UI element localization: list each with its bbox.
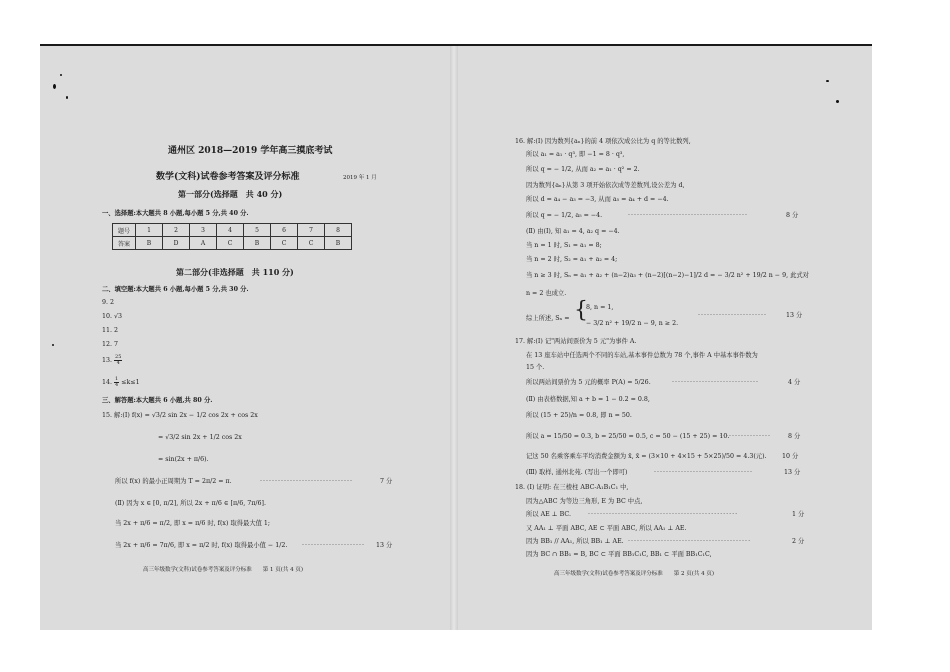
table-cell: B [244, 237, 271, 250]
fill-answer-10: 10. √3 [102, 313, 123, 320]
fraction: $\frac{25}{4}$ [115, 354, 122, 366]
page-gutter [450, 46, 458, 630]
table-cell: C [271, 237, 298, 250]
fill-answer-9: 9. 2 [102, 299, 115, 306]
table-row [113, 224, 352, 237]
section1-heading: 一、选择题:本大题共 8 小题,每小题 5 分,共 40 分. [102, 210, 249, 217]
table-cell: 2 [163, 224, 190, 237]
answer-page-1 [40, 46, 450, 630]
q18-line: 又 AA₁ ⊥ 平面 ABC, AE ⊂ 平面 ABC, 所以 AA₁ ⊥ AE. [526, 525, 687, 532]
q17-line: 15 个. [526, 364, 545, 371]
part2-heading: 第二部分(非选择题 共 110 分) [176, 267, 294, 277]
table-cell: B [325, 237, 352, 250]
exam-title: 通州区 2018—2019 学年高三摸底考试 [168, 146, 333, 156]
fill-answer-14-label: 14. [102, 379, 113, 386]
table-cell: A [190, 237, 217, 250]
fill-answer-11: 11. 2 [102, 327, 119, 334]
fill-answer-14 [102, 377, 140, 388]
score-mark: 13 分 [786, 312, 803, 319]
q17-line: 所以 (15 + 25)/n = 0.8, 即 n = 50. [526, 412, 632, 419]
q16-line: 因为数列{aₙ}从第 3 项开始依次成等差数列,设公差为 d, [526, 182, 685, 189]
answer-table [112, 223, 352, 250]
q15-line: 当 2x + π/6 = π/2, 即 x = π/6 时, f(x) 取得最大值 1; [115, 520, 271, 527]
case-brace: { [574, 298, 588, 323]
score-mark: 13 分 [376, 542, 393, 549]
q16-line: 当 n = 2 时, S₂ = a₁ + a₂ = 4; [526, 256, 618, 263]
q15-line: 所以 f(x) 的最小正周期为 T = 2π/2 = π. [115, 478, 232, 485]
q15-line: 15. 解:(Ⅰ) f(x) = √3/2 sin 2x − 1/2 cos 2x + cos 2x [102, 412, 258, 419]
score-mark: 2 分 [792, 538, 805, 545]
score-leader: ········································ [628, 212, 749, 219]
score-leader: ····················· [302, 542, 366, 549]
q17-line: 所以两站间票价为 5 元的概率 P(A) = 5/26. [526, 379, 651, 386]
q16-line: 所以 a₁ = a₁ · q³, 即 −1 = 8 · q³, [526, 151, 625, 158]
table-row [113, 237, 352, 250]
q18-line: 因为 BC ∩ BB₁ = B, BC ⊂ 平面 BB₁C₁C, BB₁ ⊂ 平面 BB₁C₁C, [526, 551, 712, 558]
part1-heading: 第一部分(选择题 共 40 分) [178, 189, 283, 199]
section2-heading: 二、填空题:本大题共 6 小题,每小题 5 分,共 30 分. [102, 286, 249, 293]
q16-line: n = 2 也成立. [526, 290, 567, 297]
score-leader: ····························· [672, 379, 760, 386]
table-cell: 8 [325, 224, 352, 237]
q16-line: (Ⅱ) 由(Ⅰ), 知 a₁ = 4, a₂ q = −4. [526, 228, 620, 235]
table-cell: D [163, 237, 190, 250]
q16-line: 16. 解:(Ⅰ) 因为数列{aₙ}的前 4 项依次成公比为 q 的等比数列, [515, 138, 691, 145]
page-footer: 高三年级数学(文科)试卷参考答案及评分标准 第 1 页(共 4 页) [143, 567, 304, 573]
score-mark: 8 分 [788, 433, 801, 440]
score-mark: 4 分 [788, 379, 801, 386]
q16-case: 8, n = 1, [586, 304, 614, 311]
q18-line: 因为 BB₁ // AA₁, 所以 BB₁ ⊥ AE. [526, 538, 624, 545]
score-mark: 10 分 [782, 453, 799, 460]
q17-line: (Ⅱ) 由表格数据,知 a + b = 1 − 0.2 = 0.8, [526, 396, 650, 403]
table-cell: 6 [271, 224, 298, 237]
q18-line: 因为△ABC 为等边三角形, E 为 BC 中点, [526, 498, 643, 505]
q16-line: 当 n ≥ 3 时, Sₙ = a₁ + a₂ + (n−2)a₃ + (n−2)[(n−2)−1]/2 d = − 3/2 n² + 19/2 n − 9, 此式对 [526, 272, 809, 279]
q17-line: 在 13 座车站中任选两个不同的车站,基本事件总数为 78 个,事件 A 中基本事件数为 [526, 352, 758, 359]
score-leader: ················· [720, 433, 772, 440]
table-cell: 4 [217, 224, 244, 237]
q17-line: 17. 解:(Ⅰ) 记"两站间票价为 5 元"为事件 A. [515, 338, 637, 345]
q17-line: 所以 a = 15/50 = 0.3, b = 25/50 = 0.5, c = 50 − (15 + 25) = 10. [526, 433, 730, 440]
q16-line: 所以 d = a₄ − a₃ = −3, 从而 a₅ = a₄ + d = −4. [526, 196, 669, 203]
section3-heading: 三、解答题:本大题共 6 小题,共 80 分. [102, 397, 213, 404]
fill-answer-14-range: ≤k≤1 [121, 379, 140, 386]
table-cell: 题号 [113, 224, 136, 237]
q15-line: 当 2x + π/6 = 7π/6, 即 x = π/2 时, f(x) 取得最小值 − 1/2. [115, 542, 288, 549]
q18-line: 所以 AE ⊥ BC. [526, 511, 572, 518]
q15-line: = sin(2x + π/6). [158, 456, 209, 463]
fill-answer-12: 12. 7 [102, 341, 119, 348]
score-mark: 13 分 [784, 469, 801, 476]
q17-line: 记这 50 名乘客乘车平均消费金额为 x̄, x̄ = (3×10 + 4×15 + 5×25)/50 = 4.3(元). [526, 453, 767, 460]
table-cell: 答案 [113, 237, 136, 250]
score-leader: ······················· [698, 312, 768, 319]
table-cell: 1 [136, 224, 163, 237]
exam-subtitle: 数学(文科)试卷参考答案及评分标准 [156, 172, 300, 182]
q16-line: 综上所述, Sₙ = [526, 315, 570, 322]
table-cell: C [217, 237, 244, 250]
answer-page-2 [458, 46, 872, 630]
score-leader: ········································· [628, 538, 752, 545]
score-mark: 1 分 [792, 511, 805, 518]
fill-answer-13-label: 13. [102, 357, 113, 364]
q16-line: 所以 q = − 1/2, a₅ = −4. [526, 212, 603, 219]
exam-date: 2019 年 1 月 [343, 175, 377, 181]
q16-line: 所以 q = − 1/2, 从而 a₂ = a₁ · q² = 2. [526, 166, 640, 173]
score-leader: ·················································· [588, 511, 739, 518]
table-cell: 7 [298, 224, 325, 237]
q17-line: (Ⅲ) 取样, 通州北苑. (写出一个即可) [526, 469, 628, 476]
q16-case: − 3/2 n² + 19/2 n − 9, n ≥ 2. [586, 320, 679, 327]
score-mark: 8 分 [786, 212, 799, 219]
score-mark: 7 分 [380, 478, 393, 485]
score-leader: ································· [654, 469, 754, 476]
q15-line: = √3/2 sin 2x + 1/2 cos 2x [158, 434, 242, 441]
fraction: $\frac{1}{4}$ [115, 376, 119, 388]
q18-line: 18. (Ⅰ) 证明: 在三棱柱 ABC-A₁B₁C₁ 中, [515, 484, 629, 491]
q15-line: (Ⅱ) 因为 x ∈ [0, π/2], 所以 2x + π/6 ∈ [π/6, 7π/6]. [115, 500, 267, 507]
table-cell: B [136, 237, 163, 250]
table-cell: C [298, 237, 325, 250]
q16-line: 当 n = 1 时, S₁ = a₁ = 8; [526, 242, 602, 249]
table-cell: 5 [244, 224, 271, 237]
page-footer: 高三年级数学(文科)试卷参考答案及评分标准 第 2 页(共 4 页) [554, 571, 715, 577]
scanned-spread [40, 44, 872, 630]
fill-answer-13 [102, 355, 122, 366]
table-cell: 3 [190, 224, 217, 237]
score-leader: ······························· [260, 478, 354, 485]
